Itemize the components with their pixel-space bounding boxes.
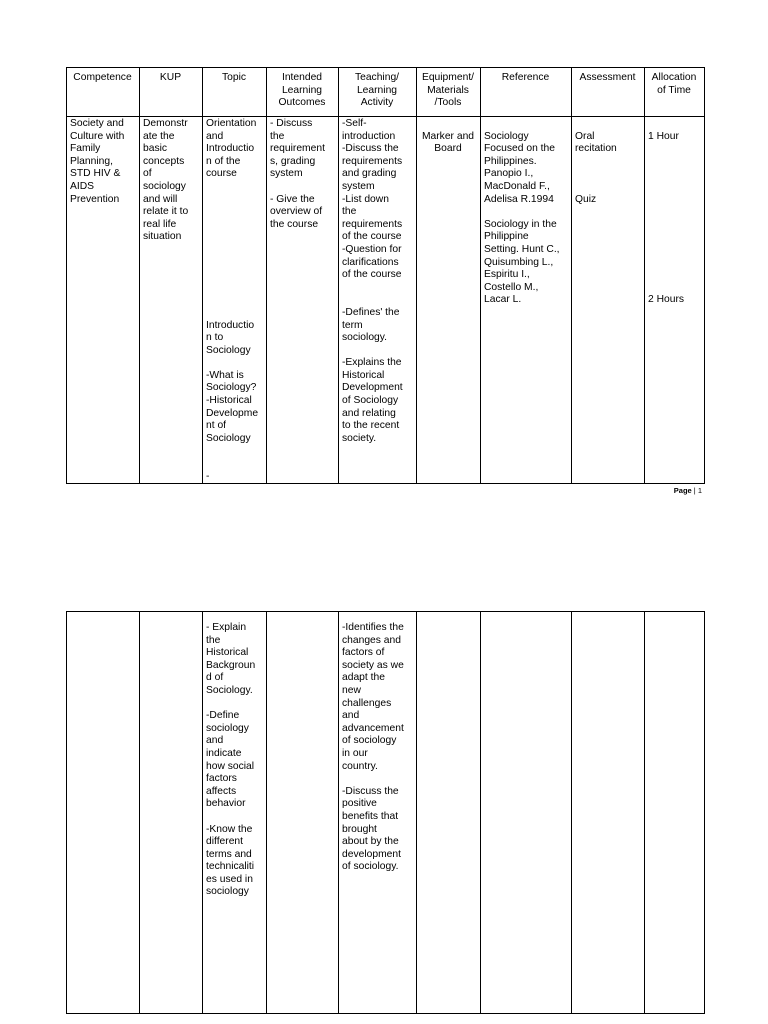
cell-topic: Orientation and Introductio n of the course Introductio n to Sociology -What is Sociology? -Historical Developme nt of Sociology -	[203, 117, 267, 484]
cell-teaching-learning-activity: -Identifies the changes and factors of society as we adapt the new challenges and advancement of sociology in our country. -Discuss the positive benefits that brought about by the development of sociology.	[339, 612, 417, 1014]
cell-reference: Sociology Focused on the Philippines. Panopio I., MacDonald F., Adelisa R.1994 Sociology in the Philippine Setting. Hunt C., Quisumbing L., Espiritu I., Costello M., Lacar L.	[481, 117, 572, 484]
cell-competence: Society and Culture with Family Planning, STD HIV & AIDS Prevention	[67, 117, 140, 484]
header-allocation-of-time: Allocation of Time	[645, 68, 705, 117]
header-topic: Topic	[203, 68, 267, 117]
header-equipment: Equipment/ Materials /Tools	[417, 68, 481, 117]
cell-equipment: Marker and Board	[417, 117, 481, 484]
page-separator: |	[691, 486, 698, 495]
cell-equipment	[417, 612, 481, 1014]
cell-allocation-of-time: 1 Hour 2 Hours	[645, 117, 705, 484]
cell-assessment: Oral recitation Quiz	[572, 117, 645, 484]
page-number: 1	[697, 486, 702, 495]
header-teaching-learning-activity: Teaching/ Learning Activity	[339, 68, 417, 117]
page-label: Page	[673, 486, 692, 495]
header-competence: Competence	[67, 68, 140, 117]
header-reference: Reference	[481, 68, 572, 117]
cell-intended-learning-outcomes	[267, 612, 339, 1014]
cell-intended-learning-outcomes: - Discuss the requirement s, grading system - Give the overview of the course	[267, 117, 339, 484]
header-assessment: Assessment	[572, 68, 645, 117]
cell-teaching-learning-activity: -Self- introduction -Discuss the requirements and grading system -List down the requirements of the course -Question for clarifications of the course -Defines' the term sociology. -Explains the Historical Development of Sociology and relating to the recent society.	[339, 117, 417, 484]
header-kup: KUP	[140, 68, 203, 117]
cell-allocation-of-time	[645, 612, 705, 1014]
syllabus-table-page-2	[66, 611, 705, 1014]
page-footer	[674, 486, 702, 495]
cell-reference	[481, 612, 572, 1014]
cell-competence	[67, 612, 140, 1014]
header-row	[67, 68, 705, 117]
cell-assessment	[572, 612, 645, 1014]
syllabus-table-page-1	[66, 67, 705, 484]
header-intended-learning-outcomes: Intended Learning Outcomes	[267, 68, 339, 117]
cell-kup	[140, 612, 203, 1014]
table-row	[67, 117, 705, 484]
cell-kup: Demonstr ate the basic concepts of sociology and will relate it to real life situation	[140, 117, 203, 484]
table-row	[67, 612, 705, 1014]
cell-topic: - Explain the Historical Backgroun d of Sociology. -Define sociology and indicate how social factors affects behavior -Know the different terms and technicaliti es used in sociology	[203, 612, 267, 1014]
